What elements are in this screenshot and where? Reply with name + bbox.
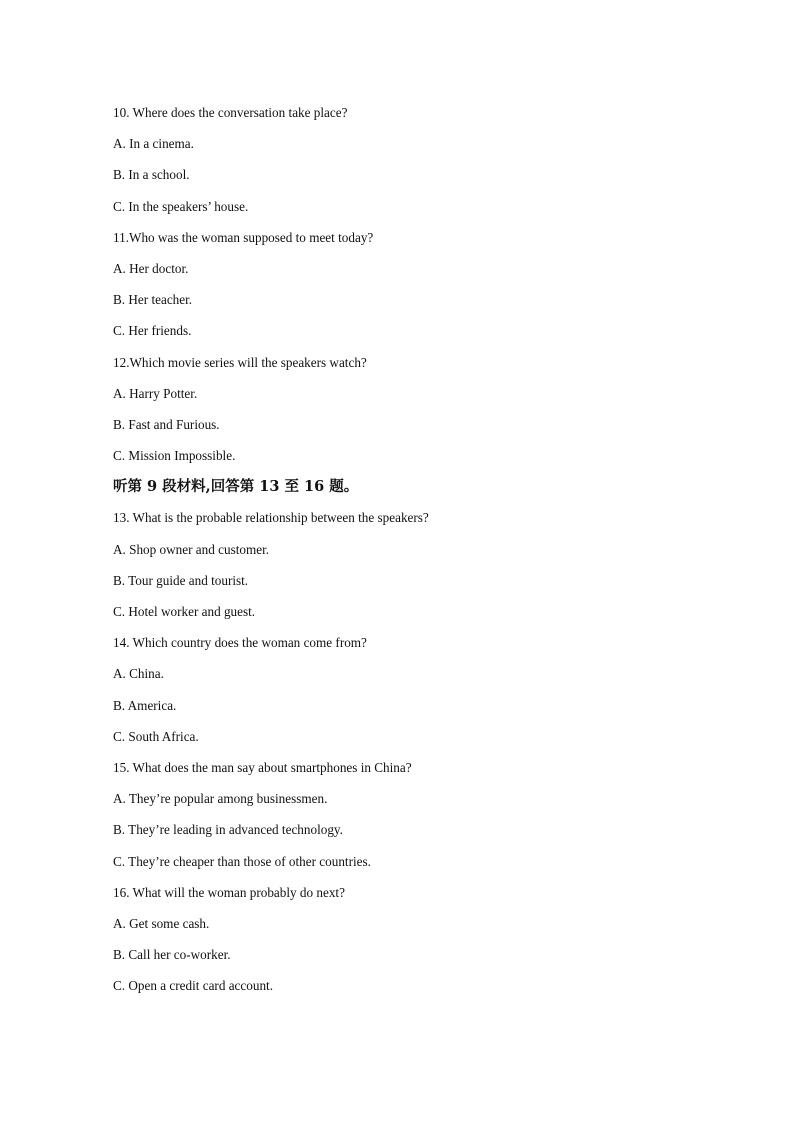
option-10-b: B. In a school. xyxy=(113,167,190,183)
question-14: 14. Which country does the woman come from? xyxy=(113,635,367,651)
option-16-c: C. Open a credit card account. xyxy=(113,978,274,994)
option-14-a: A. China. xyxy=(113,666,164,682)
question-15: 15. What does the man say about smartphones in China? xyxy=(113,759,412,775)
option-13-c: C. Hotel worker and guest. xyxy=(113,604,256,619)
option-15-c: C. They’re cheaper than those of other countries. xyxy=(113,853,371,869)
question-16: 16. What will the woman probably do next? xyxy=(113,884,345,900)
question-11: 11.Who was the woman supposed to meet today? xyxy=(113,229,374,245)
question-10: 10. Where does the conversation take place? xyxy=(113,105,348,120)
option-12-c: C. Mission Impossible. xyxy=(113,448,236,464)
option-14-b: B. America. xyxy=(113,697,177,713)
option-16-a: A. Get some cash. xyxy=(113,915,210,931)
option-12-a: A. Harry Potter. xyxy=(113,385,198,401)
document-page xyxy=(113,104,753,1008)
option-11-a: A. Her doctor. xyxy=(113,260,189,276)
section-heading: 听第 9 段材料,回答第 13 至 16 题。 xyxy=(113,478,359,496)
question-12: 12.Which movie series will the speakers watch? xyxy=(113,354,367,370)
question-13: 13. What is the probable relationship between the speakers? xyxy=(113,510,429,526)
option-14-c: C. South Africa. xyxy=(113,728,199,744)
option-10-c: C. In the speakers’ house. xyxy=(113,198,249,214)
option-16-b: B. Call her co-worker. xyxy=(113,947,231,963)
option-11-b: B. Her teacher. xyxy=(113,292,193,308)
option-10-a: A. In a cinema. xyxy=(113,136,194,152)
option-11-c: C. Her friends. xyxy=(113,323,192,339)
option-15-b: B. They’re leading in advanced technology. xyxy=(113,822,343,838)
option-12-b: B. Fast and Furious. xyxy=(113,416,220,432)
option-13-a: A. Shop owner and customer. xyxy=(113,541,270,557)
option-15-a: A. They’re popular among businessmen. xyxy=(113,791,328,807)
option-13-b: B. Tour guide and tourist. xyxy=(113,572,249,588)
